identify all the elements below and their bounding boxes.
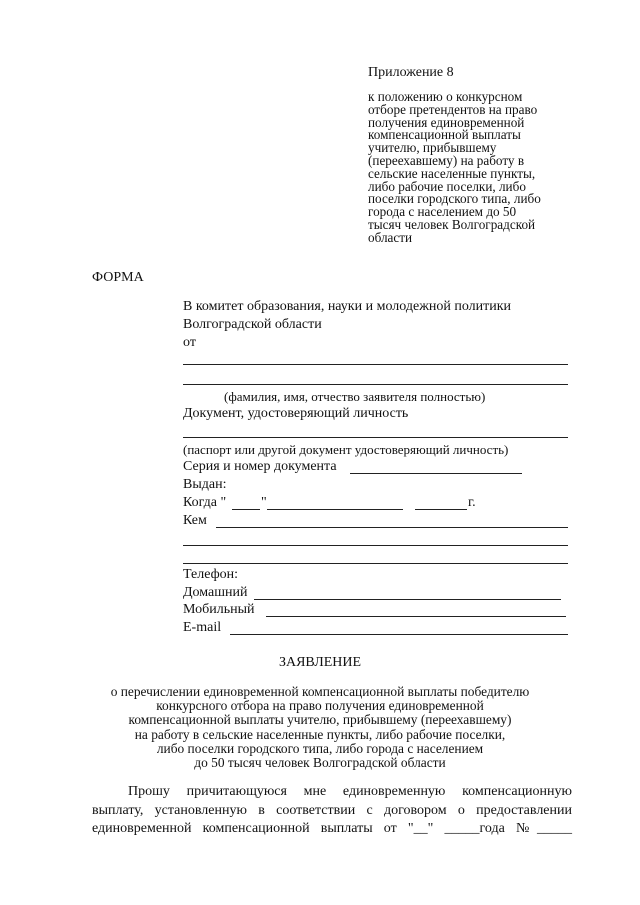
document-caption: (паспорт или другой документ удостоверяющий личность) — [183, 442, 509, 457]
statement-subtitle-line: либо поселки городского типа, либо города с населением — [156, 740, 484, 756]
issued-label: Выдан: — [183, 477, 227, 492]
document-line[interactable] — [183, 437, 568, 438]
when-year-field[interactable] — [415, 509, 467, 510]
appendix-line: либо рабочие поселки, либо — [368, 178, 526, 194]
statement-subtitle-line: о перечислении единовременной компенсационной выплаты победителю — [110, 684, 530, 699]
fio-caption: (фамилия, имя, отчество заявителя полностью) — [224, 389, 486, 404]
when-label: Когда " — [183, 495, 227, 510]
mobile-phone-label: Мобильный — [183, 602, 255, 617]
appendix-line: к положению о конкурсном — [368, 89, 523, 104]
mobile-phone-field[interactable] — [266, 616, 566, 617]
appendix-description — [368, 91, 568, 245]
appendix-line: получения единовременной — [368, 114, 525, 130]
statement-subtitle-line: компенсационной выплаты учителю, прибывшему (переехавшему) — [128, 712, 512, 728]
appendix-line: поселки городского типа, либо — [368, 191, 541, 207]
series-label: Серия и номер документа — [183, 459, 337, 474]
home-phone-label: Домашний — [183, 585, 248, 600]
statement-body-line: Прошу причитающуюся мне единовременную компенсационную — [128, 784, 572, 799]
appendix-line: отборе претендентов на право — [368, 101, 538, 117]
addressee-line-2: Волгоградской области — [183, 317, 322, 332]
from-label: от — [183, 335, 196, 350]
issued-by-line-3[interactable] — [183, 563, 568, 564]
statement-body-line: выплату, установленную в соответствии с договором о предоставлении — [92, 802, 572, 818]
email-field[interactable] — [230, 634, 568, 635]
statement-subtitle-line: до 50 тысяч человек Волгоградской области — [194, 755, 446, 771]
by-label: Кем — [183, 513, 207, 528]
when-month-field[interactable] — [267, 509, 403, 510]
statement-title: ЗАЯВЛЕНИЕ — [278, 655, 362, 670]
appendix-line: области — [368, 229, 413, 245]
appendix-line: (переехавшему) на работу в — [368, 152, 525, 168]
phone-label: Телефон: — [183, 567, 239, 582]
statement-subtitle-line: на работу в сельские населенные пункты, либо рабочие поселки, — [134, 726, 506, 742]
when-quote: " — [261, 495, 267, 510]
series-number-field[interactable] — [350, 473, 522, 474]
statement-body-line: единовременной компенсационной выплаты от "__" _____года №_____ — [92, 821, 572, 837]
applicant-name-line-2[interactable] — [183, 384, 568, 385]
email-label: E-mail — [183, 620, 222, 635]
year-suffix: г. — [468, 495, 476, 510]
home-phone-field[interactable] — [254, 599, 561, 600]
appendix-line: города с населением до 50 — [368, 204, 517, 220]
statement-subtitle-line: конкурсного отбора на право получения единовременной — [156, 698, 484, 714]
addressee-line-1: В комитет образования, науки и молодежной политики — [183, 299, 512, 314]
when-day-field[interactable] — [232, 509, 260, 510]
document-label: Документ, удостоверяющий личность — [183, 406, 409, 421]
form-label: ФОРМА — [92, 270, 144, 285]
statement-body — [92, 783, 572, 839]
appendix-line: учителю, прибывшему — [368, 140, 497, 156]
issued-by-field[interactable] — [216, 527, 568, 528]
appendix-line: тысяч человек Волгоградской — [368, 216, 536, 232]
appendix-title: Приложение 8 — [368, 65, 454, 80]
statement-subtitle — [0, 685, 640, 770]
appendix-line: сельские населенные пункты, — [368, 165, 536, 181]
applicant-name-line-1[interactable] — [183, 364, 568, 365]
issued-by-line-2[interactable] — [183, 545, 568, 546]
appendix-line: компенсационной выплаты — [368, 127, 521, 143]
